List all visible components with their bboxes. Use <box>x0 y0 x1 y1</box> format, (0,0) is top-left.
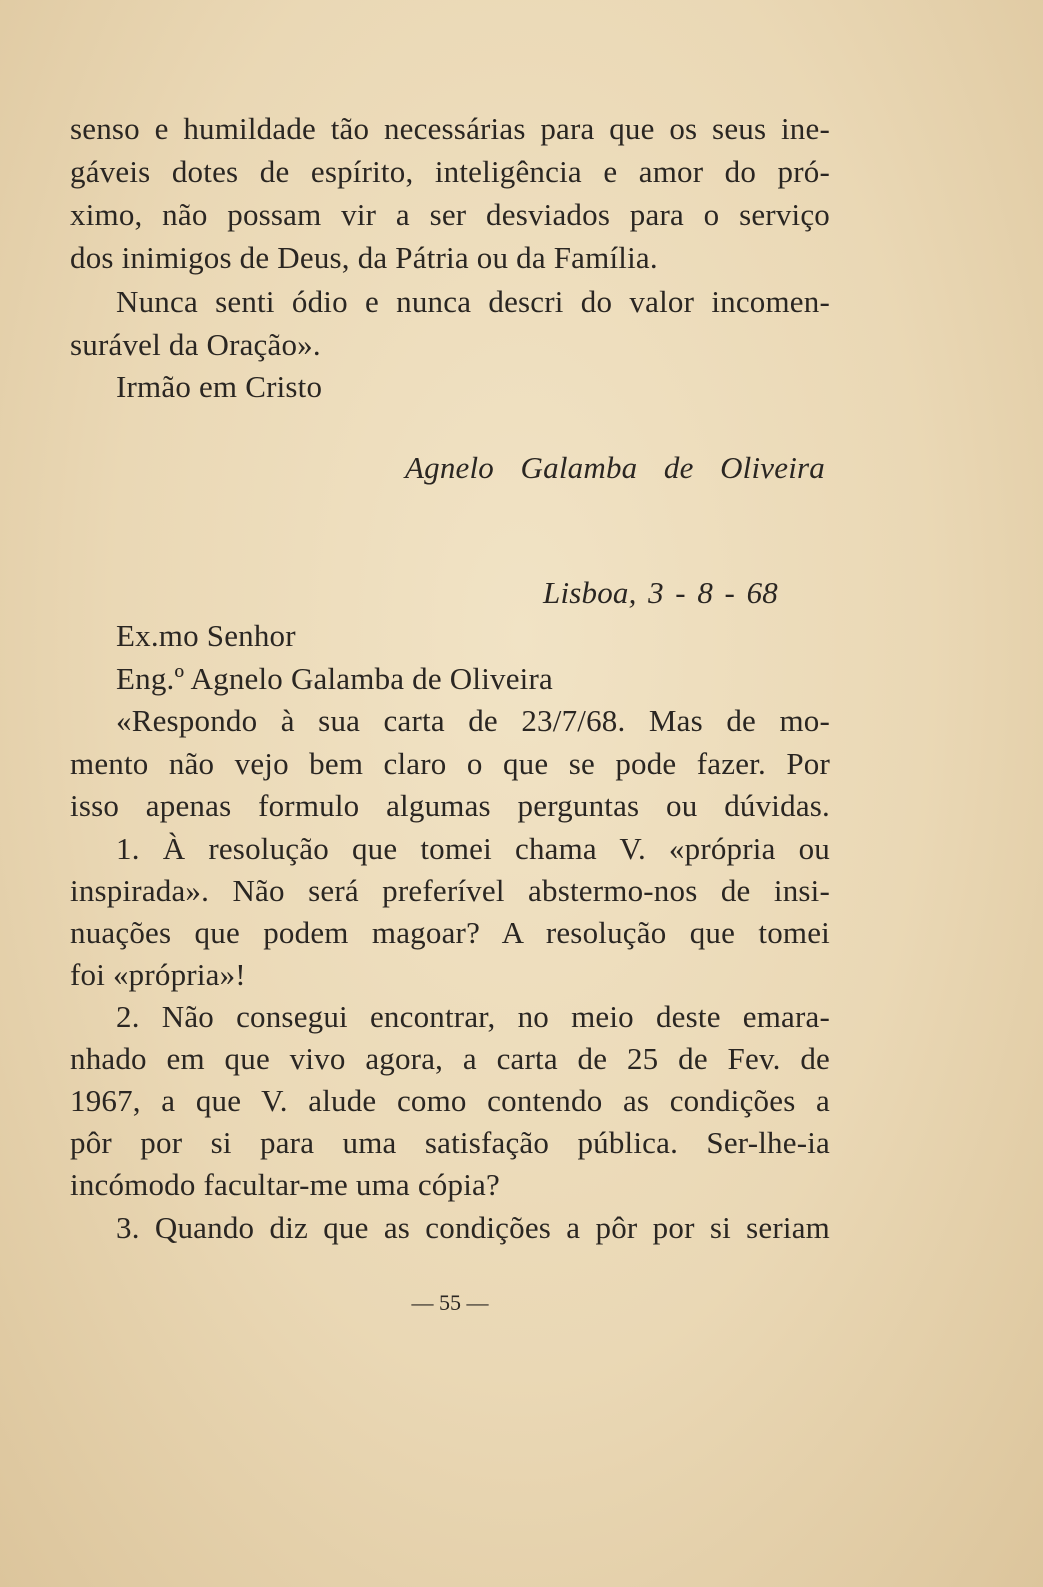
paragraph-line: isso apenas formulo algumas perguntas ou dúvidas. <box>70 788 830 823</box>
list-item-line: inspirada». Não será preferível abstermo-nos de insi- <box>70 873 830 908</box>
list-item-line: pôr por si para uma satisfação pública. Ser-lhe-ia <box>70 1125 830 1160</box>
list-item-line: nhado em que vivo agora, a carta de 25 de Fev. de <box>70 1041 830 1076</box>
letter-closing: Irmão em Cristo <box>116 369 323 404</box>
paragraph-line: senso e humildade tão necessárias para que os seus ine- <box>70 111 830 146</box>
letter-salutation: Ex.mo Senhor <box>116 618 296 653</box>
letter-addressee: Eng.º Agnelo Galamba de Oliveira <box>116 661 553 696</box>
list-item-line: 1967, a que V. alude como contendo as condições a <box>70 1083 830 1118</box>
list-item-line: nuações que podem magoar? A resolução que tomei <box>70 915 830 950</box>
paragraph-line: gáveis dotes de espírito, inteligência e amor do pró- <box>70 154 830 189</box>
paragraph-line: ximo, não possam vir a ser desviados para o serviço <box>70 197 830 232</box>
list-item-line: 1. À resolução que tomei chama V. «própria ou <box>116 831 830 866</box>
paragraph-line: mento não vejo bem claro o que se pode fazer. Por <box>70 746 830 781</box>
paragraph-line: dos inimigos de Deus, da Pátria ou da Família. <box>70 240 658 275</box>
paragraph-line: surável da Oração». <box>70 327 321 362</box>
letter-date: Lisboa, 3 - 8 - 68 <box>543 575 778 610</box>
list-item-line: 3. Quando diz que as condições a pôr por si seriam <box>116 1210 830 1245</box>
paragraph-line: «Respondo à sua carta de 23/7/68. Mas de mo- <box>116 703 830 738</box>
paragraph-line: Nunca senti ódio e nunca descri do valor incomen- <box>116 284 830 319</box>
page-number: — 55 — <box>411 1290 489 1315</box>
list-item-line: foi «própria»! <box>70 957 246 992</box>
letter-signature: Agnelo Galamba de Oliveira <box>405 450 825 485</box>
list-item-line: incómodo facultar-me uma cópia? <box>70 1167 500 1202</box>
list-item-line: 2. Não consegui encontrar, no meio deste emara- <box>116 999 830 1034</box>
